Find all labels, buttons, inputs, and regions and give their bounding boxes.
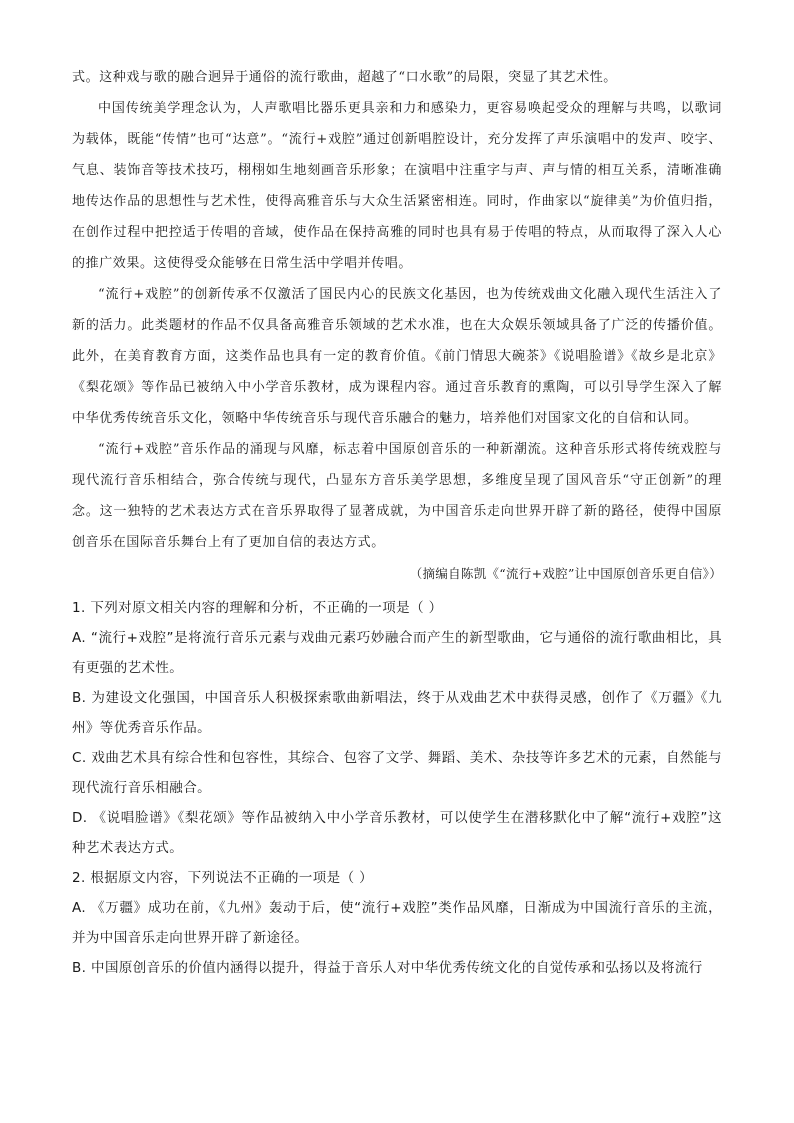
question-1 <box>72 593 722 863</box>
passage-paragraph: 中国传统美学理念认为，人声歌唱比器乐更具亲和力和感染力，更容易唤起受众的理解与共鸣，以歌词为载体，既能“传情”也可“达意”。“流行+戏腔”通过创新唱腔设计，充分发挥了声乐演唱中的发声、咬字、气息、装饰音等技术技巧，栩栩如生地刻画音乐形象；在演唱中注重字与声、声与情的相互关系，清晰准确地传达作品的思想性与艺术性，使得高雅音乐与大众生活紧密相连。同时，作曲家以“旋律美”为价值归指，在创作过程中把控适于传唱的音域，使作品在保持高雅的同时也具有易于传唱的特点，从而取得了深入人心的推广效果。这使得受众能够在日常生活中学唱并传唱。 <box>72 101 722 271</box>
passage-paragraph: “流行+戏腔”的创新传承不仅激活了国民内心的民族文化基因，也为传统戏曲文化融入现代生活注入了新的活力。此类题材的作品不仅具备高雅音乐领域的艺术水准，也在大众娱乐领域具备了广泛的传播价值。此外，在美育教育方面，这类作品也具有一定的教育价值。《前门情思大碗茶》《说唱脸谱》《故乡是北京》《梨花颂》等作品已被纳入中小学音乐教材，成为课程内容。通过音乐教育的熏陶，可以引导学生深入了解中华优秀传统音乐文化，领略中华传统音乐与现代音乐融合的魅力，培养他们对国家文化的自信和认同。 <box>72 287 722 426</box>
option-a[interactable]: A. “流行+戏腔”是将流行音乐元素与戏曲元素巧妙融合而产生的新型歌曲，它与通俗的流行歌曲相比，具有更强的艺术性。 <box>72 630 722 676</box>
passage-paragraph: 式。这种戏与歌的融合迥异于通俗的流行歌曲，超越了“口水歌”的局限，突显了其艺术性。 <box>72 70 617 85</box>
document-page <box>72 62 722 983</box>
question-stem: 1. 下列对原文相关内容的理解和分析，不正确的一项是（ ） <box>72 600 443 616</box>
option-b[interactable]: B. 中国原创音乐的价值内涵得以提升，得益于音乐人对中华优秀传统文化的自觉传承和弘扬以及将流行 <box>72 960 703 976</box>
option-c[interactable]: C. 戏曲艺术具有综合性和包容性，其综合、包容了文学、舞蹈、美术、杂技等许多艺术的元素，自然能与现代流行音乐相融合。 <box>72 750 722 796</box>
reading-passage <box>72 62 722 589</box>
option-a[interactable]: A. 《万疆》成功在前，《九州》轰动于后，使“流行+戏腔”类作品风靡，日渐成为中国流行音乐的主流，并为中国音乐走向世界开辟了新途径。 <box>72 900 722 946</box>
passage-paragraph: “流行+戏腔”音乐作品的涌现与风靡，标志着中国原创音乐的一种新潮流。这种音乐形式将传统戏腔与现代流行音乐相结合，弥合传统与现代，凸显东方音乐美学思想，多维度呈现了国风音乐“守正创新”的理念。这一独特的艺术表达方式在音乐界取得了显著成就，为中国音乐走向世界开辟了新的路径，使得中国原创音乐在国际音乐舞台上有了更加自信的表达方式。 <box>72 442 722 550</box>
question-2 <box>72 863 722 983</box>
option-b[interactable]: B. 为建设文化强国，中国音乐人积极探索歌曲新唱法，终于从戏曲艺术中获得灵感，创作了《万疆》《九州》等优秀音乐作品。 <box>72 690 722 736</box>
option-d[interactable]: D. 《说唱脸谱》《梨花颂》等作品被纳入中小学音乐教材，可以使学生在潜移默化中了解“流行+戏腔”这种艺术表达方式。 <box>72 810 722 856</box>
question-list <box>72 593 722 983</box>
question-stem: 2. 根据原文内容，下列说法不正确的一项是（ ） <box>72 870 374 886</box>
passage-source: （摘编自陈凯《“流行+戏腔”让中国原创音乐更自信》） <box>409 566 722 581</box>
